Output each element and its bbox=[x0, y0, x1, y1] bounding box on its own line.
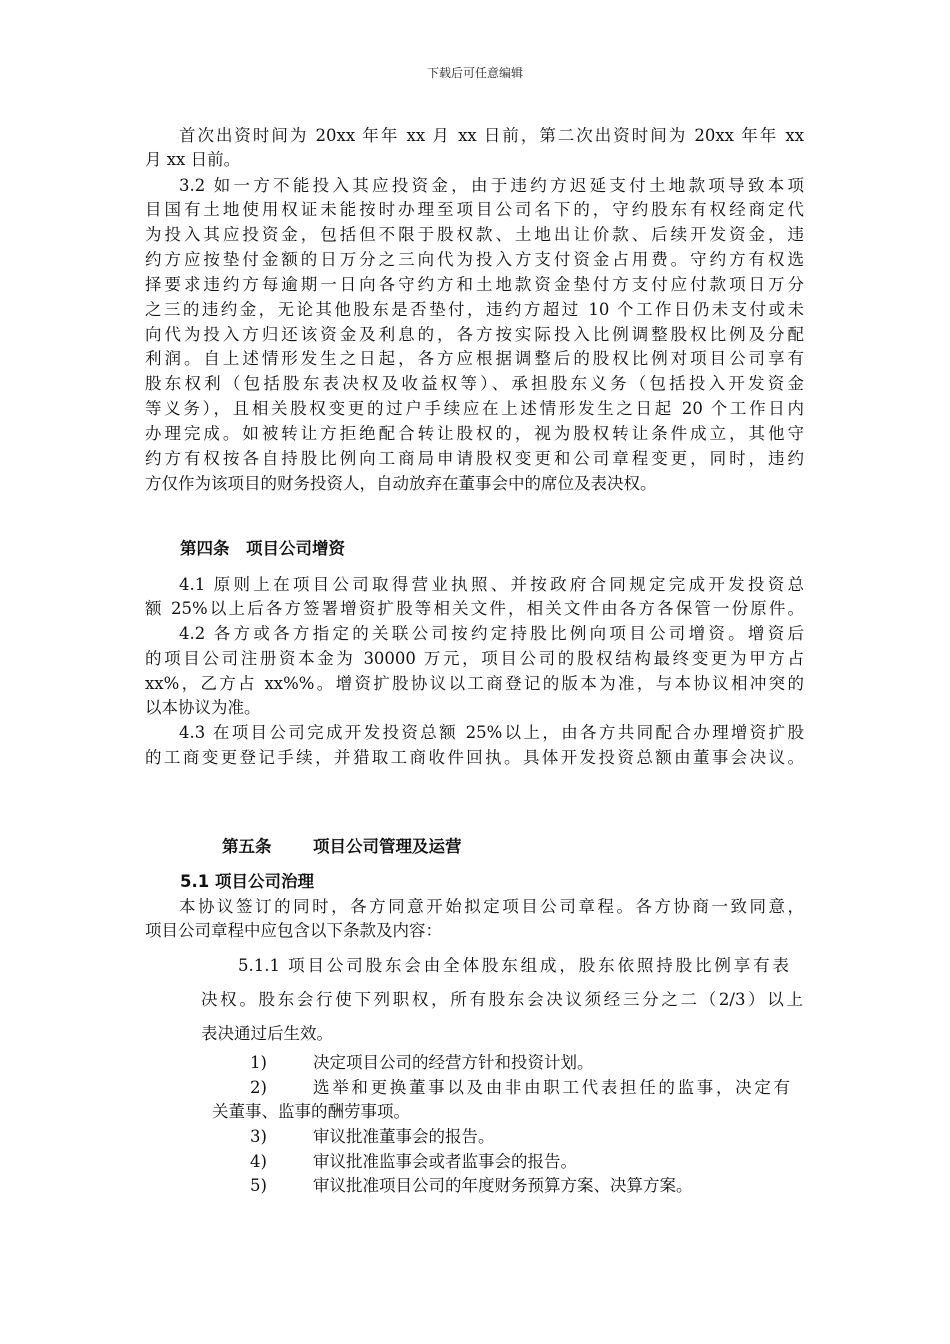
paragraph-line: 的项目公司注册资本金为 30000 万元，项目公司的股权结构最终变更为甲方占 bbox=[145, 649, 804, 668]
paragraph-line: 为投入其应投资金，包括但不限于股权款、土地出让价款、后续开发资金，违 bbox=[145, 225, 804, 244]
paragraph-line: 目国有土地使用权证未能按时办理至项目公司名下的，守约股东有权经商定代 bbox=[145, 200, 804, 219]
paragraph-line: 办理完成。如被转让方拒绝配合转让股权的，视为股权转让条件成立，其他守 bbox=[145, 424, 804, 443]
paragraph-line: 约方有权按各自持股比例向工商局申请股权变更和公司章程变更，同时，违约 bbox=[145, 449, 804, 468]
paragraph-line: 方仅作为该项目的财务投资人，自动放弃在董事会中的席位及表决权。 bbox=[145, 474, 657, 493]
paragraph-line: 本协议签订的同时，各方同意开始拟定项目公司章程。各方协商一致同意， bbox=[179, 897, 804, 916]
paragraph-line: 项目公司章程中应包含以下条款及内容： bbox=[145, 921, 442, 940]
paragraph-line: 向代为投入方归还该资金及利息的，各方按实际投入比例调整股权比例及分配 bbox=[145, 325, 804, 344]
section-heading: 第四条 项目公司增资 bbox=[180, 539, 345, 558]
list-item-number: 5) bbox=[250, 1176, 267, 1195]
paragraph-line: 股东权利（包括股东表决权及收益权等）、承担股东义务（包括投入开发资金 bbox=[145, 374, 804, 393]
paragraph-line: 等义务），且相关股权变更的过户手续应在上述情形发生之日起 20 个工作日内 bbox=[145, 399, 804, 418]
paragraph-line: 之三的违约金，无论其他股东是否垫付，违约方超过 10 个工作日仍未支付或未 bbox=[145, 300, 804, 319]
paragraph-line: 择要求违约方每逾期一日向各守约方和土地款资金垫付方支付应付款项日万分 bbox=[145, 275, 804, 294]
paragraph-line: 4.3 在项目公司完成开发投资总额 25%以上，由各方共同配合办理增资扩股 bbox=[179, 723, 804, 742]
paragraph-line: 5.1.1 项目公司股东会由全体股东组成，股东依照持股比例享有表 bbox=[238, 956, 789, 975]
section-heading-number: 第五条 bbox=[222, 837, 272, 856]
paragraph-line: 决权。股东会行使下列职权，所有股东会决议须经三分之二（2/3）以上 bbox=[201, 990, 803, 1009]
paragraph-line: 4.2 各方或各方指定的关联公司按约定持股比例向项目公司增资。增资后 bbox=[179, 624, 804, 643]
paragraph-line: 4.1 原则上在项目公司取得营业执照、并按政府合同规定完成开发投资总 bbox=[179, 575, 804, 594]
paragraph-line: 的工商变更登记手续，并猎取工商收件回执。具体开发投资总额由董事会决议。 bbox=[145, 748, 804, 767]
paragraph-line: 首次出资时间为 20xx 年年 xx 月 xx 日前，第二次出资时间为 20xx 年年 xx bbox=[179, 126, 804, 145]
paragraph-line: 3.2 如一方不能投入其应投资金，由于违约方迟延支付土地款项导致本项 bbox=[179, 176, 804, 195]
list-item-number: 3) bbox=[250, 1127, 267, 1146]
page-header: 下载后可任意编辑 bbox=[426, 66, 523, 80]
list-item-text-continued: 关董事、监事的酬劳事项。 bbox=[212, 1102, 410, 1121]
paragraph-line: 表决通过后生效。 bbox=[201, 1024, 333, 1043]
list-item-number: 4) bbox=[250, 1152, 267, 1171]
paragraph-line: xx%，乙方占 xx%%。增资扩股协议以工商登记的版本为准，与本协议相冲突的 bbox=[145, 674, 804, 693]
list-item-text: 审议批准董事会的报告。 bbox=[313, 1127, 495, 1146]
paragraph-line: 额 25%以上后各方签署增资扩股等相关文件，相关文件由各方各保管一份原件。 bbox=[145, 599, 804, 618]
paragraph-line: 约方应按垫付金额的日万分之三向代为投入方支付资金占用费。守约方有权选 bbox=[145, 250, 804, 269]
list-item-text: 决定项目公司的经营方针和投资计划。 bbox=[313, 1053, 594, 1072]
list-item-text: 选举和更换董事以及由非由职工代表担任的监事，决定有 bbox=[313, 1078, 790, 1097]
list-item-number: 1) bbox=[250, 1053, 267, 1072]
subsection-heading: 5.1 项目公司治理 bbox=[180, 872, 314, 891]
paragraph-line: 以本协议为准。 bbox=[145, 698, 261, 717]
list-item-text: 审议批准监事会或者监事会的报告。 bbox=[313, 1152, 577, 1171]
paragraph-line: 月 xx 日前。 bbox=[145, 150, 241, 169]
paragraph-line: 利润。自上述情形发生之日起，各方应根据调整后的股权比例对项目公司享有 bbox=[145, 349, 804, 368]
list-item-text: 审议批准项目公司的年度财务预算方案、决算方案。 bbox=[313, 1176, 693, 1195]
list-item-number: 2) bbox=[250, 1078, 267, 1097]
section-heading-title: 项目公司管理及运营 bbox=[313, 837, 462, 856]
